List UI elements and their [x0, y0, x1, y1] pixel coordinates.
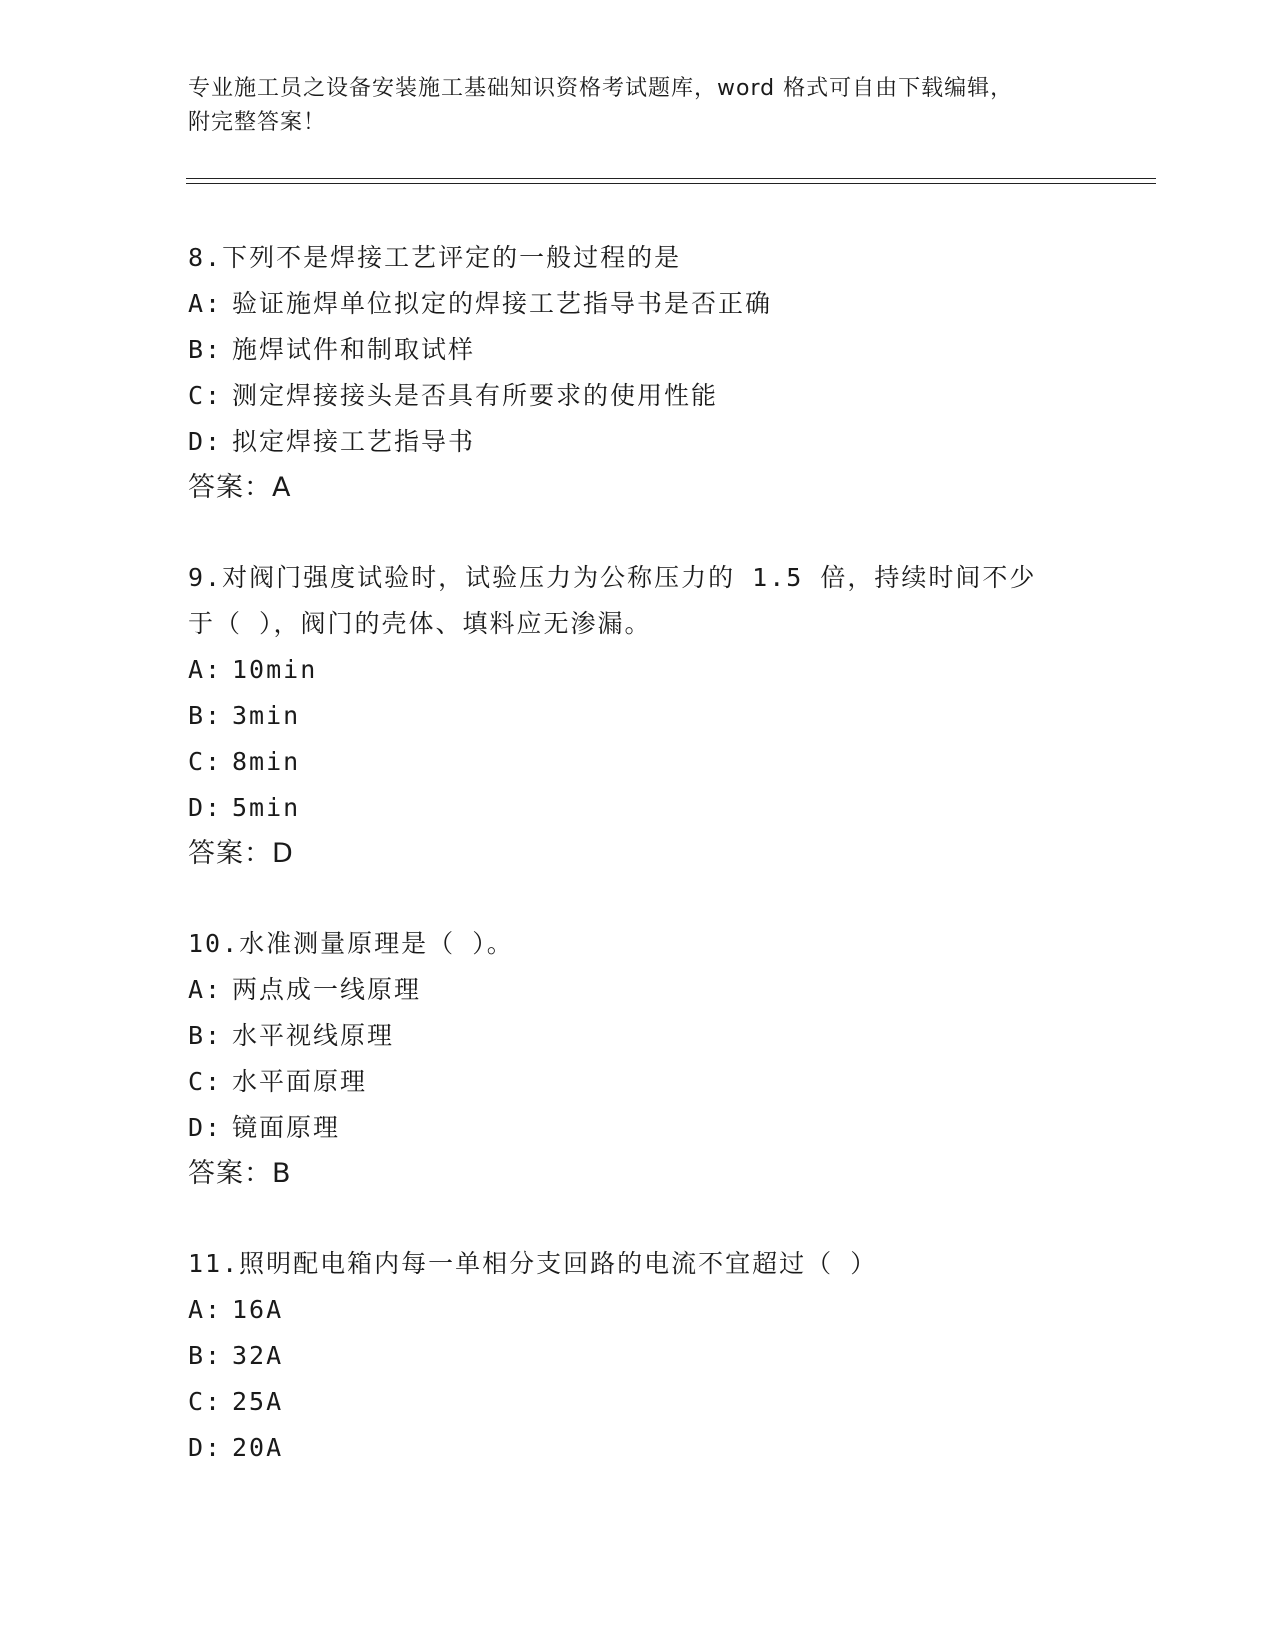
option-a: [188, 1287, 1068, 1333]
option-a: [188, 967, 1068, 1013]
option-letter: A:: [188, 1295, 223, 1324]
option-text: 测定焊接接头是否具有所要求的使用性能: [232, 381, 719, 410]
question-8: [188, 235, 1068, 511]
option-text: 施焊试件和制取试样: [232, 335, 476, 364]
option-letter: A:: [188, 289, 223, 318]
option-text: 32A: [232, 1341, 284, 1370]
option-letter: C:: [188, 1387, 223, 1416]
option-text: 10min: [232, 655, 318, 684]
option-b: [188, 1333, 1068, 1379]
option-letter: B:: [188, 701, 223, 730]
option-text: 16A: [232, 1295, 284, 1324]
option-d: [188, 1105, 1068, 1151]
question-11: [188, 1241, 1068, 1471]
option-letter: D:: [188, 1113, 223, 1142]
answer-line: 答案：B: [188, 1158, 292, 1189]
header-line-1: 专业施工员之设备安装施工基础知识资格考试题库，word 格式可自由下载编辑，: [188, 76, 1014, 101]
document-header: [188, 72, 1088, 140]
question-stem-line-1: 9.对阀门强度试验时，试验压力为公称压力的 1.5 倍，持续时间不少: [188, 563, 1037, 592]
option-b: [188, 693, 1068, 739]
option-a: [188, 281, 1068, 327]
option-c: [188, 1059, 1068, 1105]
question-9: [188, 555, 1068, 877]
option-d: [188, 419, 1068, 465]
option-letter: A:: [188, 655, 223, 684]
question-stem: 8.下列不是焊接工艺评定的一般过程的是: [188, 243, 682, 272]
option-a: [188, 647, 1068, 693]
option-letter: D:: [188, 427, 223, 456]
option-text: 拟定焊接工艺指导书: [232, 427, 476, 456]
question-stem-line-2: 于（ ），阀门的壳体、填料应无渗漏。: [188, 609, 652, 638]
option-c: [188, 1379, 1068, 1425]
option-letter: C:: [188, 1067, 223, 1096]
option-c: [188, 373, 1068, 419]
option-letter: C:: [188, 381, 223, 410]
answer-line: 答案：A: [188, 472, 292, 503]
option-text: 25A: [232, 1387, 284, 1416]
option-letter: B:: [188, 335, 223, 364]
option-text: 8min: [232, 747, 301, 776]
option-text: 镜面原理: [232, 1113, 341, 1142]
option-b: [188, 1013, 1068, 1059]
question-stem: 11.照明配电箱内每一单相分支回路的电流不宜超过（ ）: [188, 1249, 878, 1278]
option-text: 水平视线原理: [232, 1021, 395, 1050]
option-text: 验证施焊单位拟定的焊接工艺指导书是否正确: [232, 289, 773, 318]
option-b: [188, 327, 1068, 373]
header-line-2: 附完整答案！: [188, 110, 327, 135]
option-d: [188, 1425, 1068, 1471]
answer-line: 答案：D: [188, 838, 294, 869]
question-list: [188, 235, 1068, 1515]
option-text: 两点成一线原理: [232, 975, 422, 1004]
option-letter: D:: [188, 1433, 223, 1462]
header-divider-top: [186, 178, 1156, 179]
question-stem: 10.水准测量原理是（ ）。: [188, 929, 514, 958]
question-10: [188, 921, 1068, 1197]
option-text: 5min: [232, 793, 301, 822]
option-letter: D:: [188, 793, 223, 822]
option-letter: C:: [188, 747, 223, 776]
option-text: 水平面原理: [232, 1067, 368, 1096]
option-d: [188, 785, 1068, 831]
option-text: 3min: [232, 701, 301, 730]
header-divider-bottom: [186, 183, 1156, 184]
option-letter: A:: [188, 975, 223, 1004]
option-letter: B:: [188, 1021, 223, 1050]
option-c: [188, 739, 1068, 785]
option-text: 20A: [232, 1433, 284, 1462]
option-letter: B:: [188, 1341, 223, 1370]
